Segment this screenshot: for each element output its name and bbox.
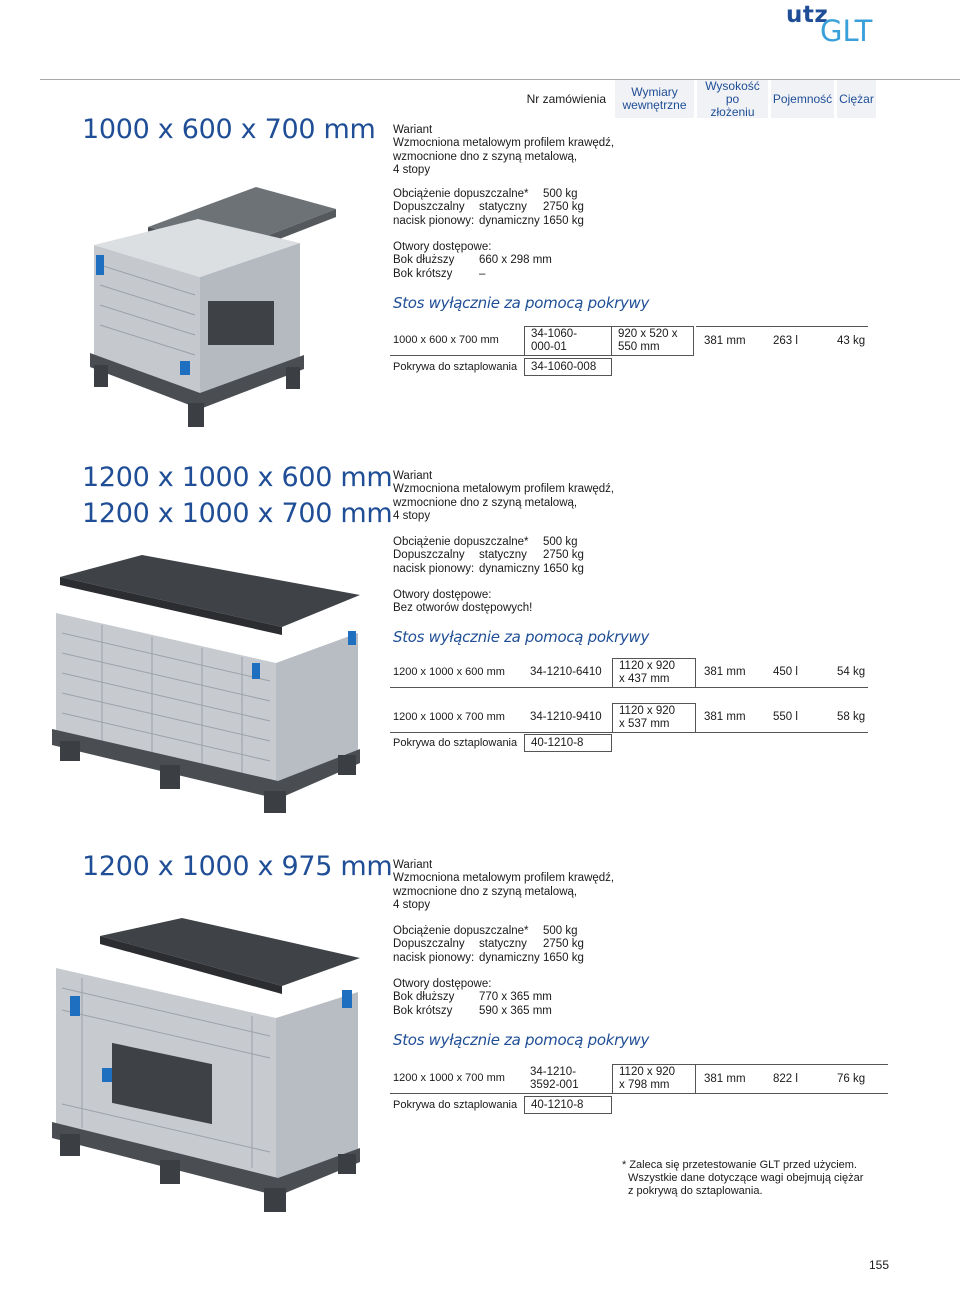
cell-folded: 381 mm [696,703,770,733]
load-value: 500 kg [543,188,578,200]
cell-size: 1200 x 1000 x 700 mm [390,1064,524,1094]
cell-weight: 54 kg [834,658,868,688]
variant-text: Wzmocniona metalowym profilem krawędź, [393,483,615,496]
lid-order: 34-1060-008 [524,358,612,376]
openings-text: Bez otworów dostępowych! [393,602,533,615]
section3-load [393,925,613,965]
perm-label: Dopuszczalny [393,938,465,951]
vert-label: nacisk pionowy: [393,214,475,227]
crate-image-1 [80,185,340,430]
crate-image-2 [42,555,362,815]
dynamic-label: dynamiczny [479,562,540,575]
variant-label: Wariant [393,470,433,482]
cell-order: 34-1210-3592-001 [524,1064,612,1094]
cell-folded: 381 mm [696,658,770,688]
cell-size: 1200 x 1000 x 600 mm [390,658,524,688]
cell-order: 34-1210-9410 [524,703,612,733]
short-side-label: Bok krótszy [393,1004,453,1017]
load-value: 500 kg [543,925,578,937]
section3-stack-note: Stos wyłącznie za pomocą pokrywy [393,1031,650,1049]
short-side-label: Bok krótszy [393,267,453,280]
lid-order: 40-1210-8 [524,734,612,752]
long-side-value: 770 x 365 mm [479,991,552,1004]
section1-row [390,326,868,356]
header-weight: Ciężar [836,80,876,118]
section1-load [393,188,613,228]
variant-text: wzmocnione dno z szyną metalową, [393,150,578,163]
dynamic-label: dynamiczny [479,214,540,227]
lid-order: 40-1210-8 [524,1096,612,1114]
section2-openings [393,589,532,616]
load-label: Obciążenie dopuszczalne* [393,536,529,548]
static-value: 2750 kg [543,549,584,562]
variant-label: Wariant [393,124,433,136]
lid-label: Pokrywa do sztaplowania [393,360,518,373]
short-side-value: 590 x 365 mm [479,1004,552,1017]
cell-order: 34-1060-000-01 [524,326,612,356]
section1-title: 1000 x 600 x 700 mm [82,114,376,145]
footnote [622,1159,863,1198]
cell-folded: 381 mm [696,326,770,356]
static-label: statyczny [479,201,527,214]
section3-row [390,1064,888,1094]
section3-lid-row [390,1096,612,1114]
section2-stack-note: Stos wyłącznie za pomocą pokrywy [393,628,650,646]
variant-text: Wzmocniona metalowym profilem krawędź, [393,137,615,150]
cell-inner: 1120 x 920 x 537 mm [612,703,696,733]
long-side-label: Bok dłuższy [393,991,455,1004]
header-folded-height: Wysokość po złożeniu [696,80,768,118]
lid-label: Pokrywa do sztaplowania [393,736,518,749]
header-inner-dims: Wymiary wewnętrzne [614,80,694,118]
section2-load [393,536,613,576]
variant-label: Wariant [393,859,433,871]
openings-label: Otwory dostępowe: [393,978,492,990]
footnote-line: * Zaleca się przetestowanie GLT przed użyciem. [622,1159,857,1171]
section2-title-1: 1200 x 1000 x 600 mm [82,462,393,493]
dynamic-value: 1650 kg [543,951,584,964]
variant-text: wzmocnione dno z szyną metalową, [393,885,578,898]
static-value: 2750 kg [543,201,584,214]
lid-label: Pokrywa do sztaplowania [393,1098,518,1111]
cell-weight: 43 kg [834,326,868,356]
cell-capacity: 263 l [770,326,834,356]
footnote-line: Wszystkie dane dotyczące wagi obejmują ciężar [628,1172,864,1184]
footnote-line: z pokrywą do sztaplowania. [628,1185,763,1197]
cell-inner: 920 x 520 x 550 mm [612,326,694,356]
cell-size: 1000 x 600 x 700 mm [390,326,524,356]
static-label: statyczny [479,549,527,562]
variant-text: 4 stopy [393,898,431,911]
section3-title: 1200 x 1000 x 975 mm [82,851,393,882]
cell-size: 1200 x 1000 x 700 mm [390,703,524,733]
cell-inner: 1120 x 920 x 798 mm [612,1064,696,1094]
section1-openings [393,241,613,281]
cell-capacity: 550 l [770,703,834,733]
logo-utz: utz [786,2,829,28]
header-capacity: Pojemność [770,80,834,118]
cell-folded: 381 mm [696,1064,770,1094]
perm-label: Dopuszczalny [393,201,465,214]
cell-weight: 76 kg [834,1064,888,1094]
header-order-no: Nr zamówienia [520,80,612,118]
section2-row [390,703,868,733]
section1-spec [393,124,614,177]
static-value: 2750 kg [543,938,584,951]
load-label: Obciążenie dopuszczalne* [393,188,529,200]
cell-inner: 1120 x 920 x 437 mm [612,658,696,688]
perm-label: Dopuszczalny [393,549,465,562]
load-label: Obciążenie dopuszczalne* [393,925,529,937]
section3-openings [393,978,613,1018]
section1-lid-row [390,358,612,376]
static-label: statyczny [479,938,527,951]
section2-spec [393,470,614,523]
crate-image-3 [42,918,362,1228]
dynamic-value: 1650 kg [543,562,584,575]
section3-spec [393,859,614,912]
vert-label: nacisk pionowy: [393,562,475,575]
section2-lid-row [390,734,612,752]
cell-capacity: 822 l [770,1064,834,1094]
section1-stack-note: Stos wyłącznie za pomocą pokrywy [393,294,650,312]
long-side-label: Bok dłuższy [393,254,455,267]
cell-weight: 58 kg [834,703,868,733]
variant-text: Wzmocniona metalowym profilem krawędź, [393,872,615,885]
short-side-value: – [479,267,486,280]
load-value: 500 kg [543,536,578,548]
vert-label: nacisk pionowy: [393,951,475,964]
section2-title-2: 1200 x 1000 x 700 mm [82,498,393,529]
dynamic-label: dynamiczny [479,951,540,964]
openings-label: Otwory dostępowe: [393,589,492,601]
variant-text: 4 stopy [393,163,431,176]
page-number: 155 [869,1258,890,1272]
long-side-value: 660 x 298 mm [479,254,552,267]
variant-text: wzmocnione dno z szyną metalową, [393,496,578,509]
cell-order: 34-1210-6410 [524,658,612,688]
openings-label: Otwory dostępowe: [393,241,492,253]
cell-capacity: 450 l [770,658,834,688]
logo-glt: GLT [820,14,873,48]
dynamic-value: 1650 kg [543,214,584,227]
variant-text: 4 stopy [393,509,431,522]
section2-row [390,658,868,688]
